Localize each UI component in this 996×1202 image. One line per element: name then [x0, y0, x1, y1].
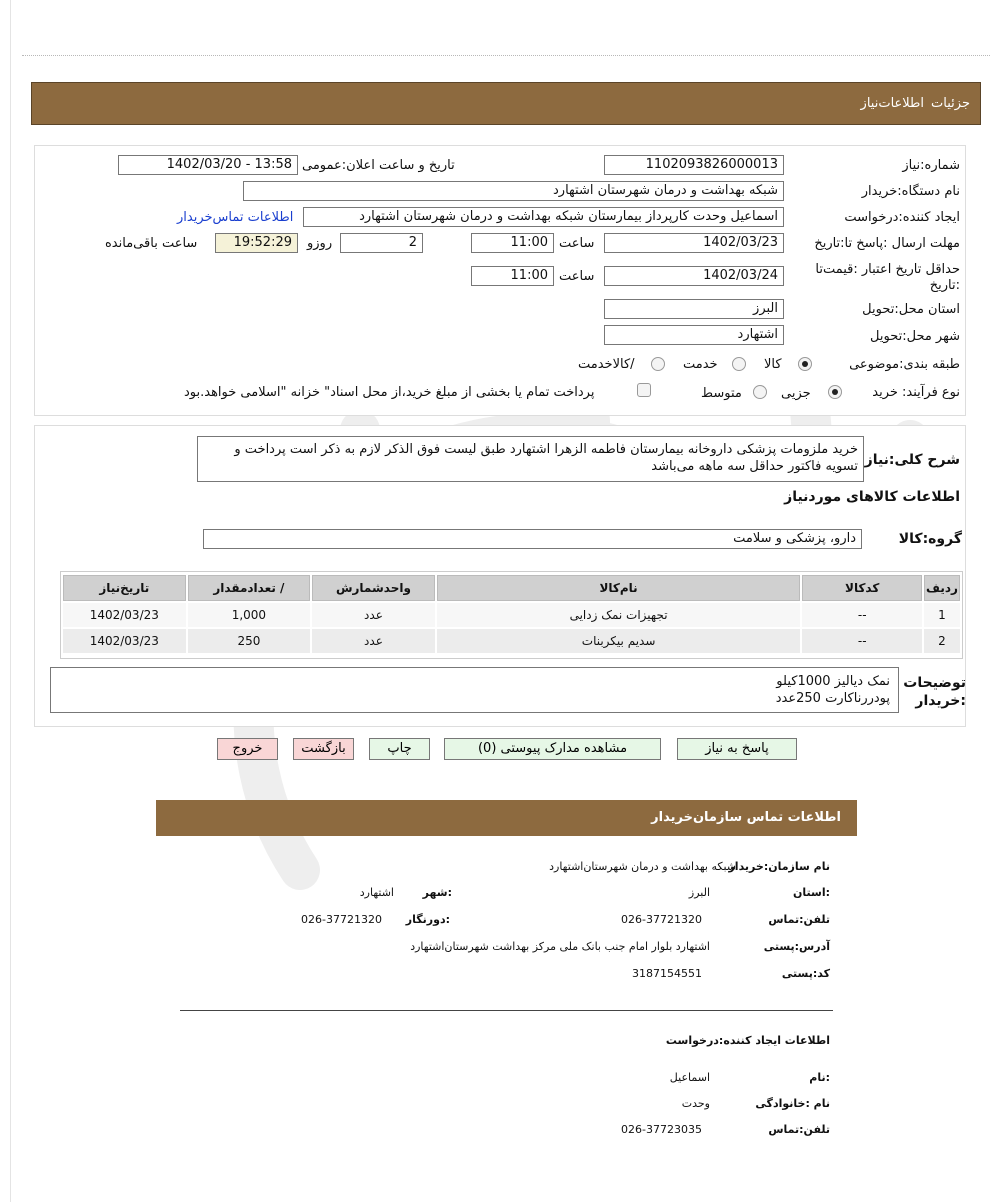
category-label: طبقه بندی:موضوعی [849, 357, 960, 372]
table-header-row [63, 575, 960, 601]
delivery-city-label: شهر محل:تحویل [870, 329, 960, 344]
remaining-time-field: 19:52:29 [215, 233, 298, 253]
goods-code: -- [802, 603, 922, 627]
contact-city-label: :شهر [422, 886, 452, 899]
buyer-notes-label: توضیحات :خریدار [903, 675, 966, 709]
col-goods-code: کدکالا [802, 575, 922, 601]
announce-datetime-field: 1402/03/20 - 13:58 [118, 155, 298, 175]
col-need-date: تاریخ‌نیاز [63, 575, 186, 601]
announce-datetime-label: تاریخ و ساعت اعلان:عمومی [302, 158, 455, 173]
treasury-payment-checkbox[interactable] [637, 383, 651, 397]
need-number-label: شماره:نیاز [902, 158, 960, 173]
deadline-time-field: 11:00 [471, 233, 554, 253]
goods-info-title: اطلاعات کالاهای موردنیاز [784, 489, 960, 505]
row-number: 2 [924, 629, 960, 653]
category-goods-radio[interactable] [798, 357, 812, 371]
validity-date-field: 1402/03/24 [604, 266, 784, 286]
description-label: شرح کلی:نیاز [864, 452, 960, 468]
description-text: خرید ملزومات پزشکی داروخانه بیمارستان فاطمه الزهرا اشتهارد طبق لیست فوق الذکر لازم به ذکر است پرداخت و تسویه فاکتور حداقل سه ماهه می‌باشد [197, 436, 864, 482]
process-medium-radio[interactable] [753, 385, 767, 399]
requester-phone-label: تلفن:تماس [768, 1123, 830, 1136]
goods-group-label: گروه:کالا [898, 531, 962, 547]
tab-need-info[interactable]: اطلاعات‌نیاز [860, 96, 924, 111]
tab-details[interactable]: جزئیات [931, 96, 970, 111]
contact-phone-label: تلفن:تماس [768, 913, 830, 926]
buyer-contact-header [156, 800, 857, 836]
quantity: 1,000 [188, 603, 311, 627]
category-goods-label: کالا [764, 357, 782, 372]
need-date: 1402/03/23 [63, 629, 186, 653]
buyer-notes-line-1: نمک دیالیز 1000کیلو [776, 674, 890, 689]
contact-divider [180, 1010, 833, 1011]
process-type-label: نوع فرآیند: خرید [872, 385, 960, 400]
need-number-field: 1102093826000013 [604, 155, 784, 175]
process-partial-label: جزیی [781, 386, 811, 401]
contact-fax-value: 026-37721320 [301, 913, 382, 926]
contact-org-value: شبکه بهداشت و درمان شهرستان‌اشتهارد [549, 860, 736, 873]
reply-to-need-button[interactable]: پاسخ به نیاز [677, 738, 797, 760]
validity-label: حداقل تاریخ اعتبار :قیمت‌تا :تاریخ [815, 262, 960, 293]
items-table [61, 573, 962, 655]
top-dotted-separator [22, 55, 990, 56]
buyer-contact-title: اطلاعات تماس سازمان‌خریدار [651, 810, 841, 825]
buyer-notes-box [50, 667, 899, 713]
deadline-time-label: ساعت [559, 236, 595, 251]
buyer-contact-link[interactable]: اطلاعات تماس‌خریدار [177, 210, 294, 225]
col-row-number: ردیف [924, 575, 960, 601]
days-label: روزو [307, 236, 333, 251]
contact-address-value: اشتهارد بلوار امام جنب بانک ملی مرکز بهداشت شهرستان‌اشتهارد [410, 940, 710, 953]
requester-phone-value: 026-37723035 [621, 1123, 702, 1136]
validity-time-field: 11:00 [471, 266, 554, 286]
contact-postal-value: 3187154551 [632, 967, 702, 980]
treasury-payment-note: پرداخت تمام یا بخشی از مبلغ خرید،از محل اسناد" خزانه "اسلامی خواهد.بود [184, 385, 595, 400]
requester-family-value: وحدت [681, 1097, 710, 1110]
delivery-province-label: استان محل:تحویل [862, 302, 960, 317]
buyer-notes-line-2: پودررناکارت 250عدد [775, 691, 890, 706]
unit: عدد [312, 629, 435, 653]
col-goods-name: نام‌کالا [437, 575, 801, 601]
contact-fax-label: :دورنگار [405, 913, 450, 926]
contact-phone-value: 026-37721320 [621, 913, 702, 926]
view-attachments-button[interactable]: مشاهده مدارک پیوستی (0) [444, 738, 661, 760]
requester-family-label: نام :خانوادگی [755, 1097, 830, 1110]
table-row [63, 603, 960, 627]
need-date: 1402/03/23 [63, 603, 186, 627]
requester-title: اطلاعات ایجاد کننده:درخواست [665, 1034, 830, 1047]
contact-city-value: اشتهارد [359, 886, 394, 899]
contact-province-value: البرز [688, 886, 710, 899]
creator-label: ایجاد کننده:درخواست [844, 210, 960, 225]
quantity: 250 [188, 629, 311, 653]
remaining-time-label: ساعت باقی‌مانده [105, 236, 198, 251]
contact-postal-label: کد:پستی [781, 967, 830, 980]
table-row [63, 629, 960, 653]
details-header-bar [31, 82, 981, 125]
goods-code: -- [802, 629, 922, 653]
requester-name-value: اسماعیل [669, 1071, 710, 1084]
unit: عدد [312, 603, 435, 627]
category-service-label: خدمت [683, 357, 718, 372]
category-service-radio[interactable] [732, 357, 746, 371]
goods-group-field: دارو، پزشکی و سلامت [203, 529, 862, 549]
category-both-label: /کالاخدمت [578, 357, 635, 372]
process-medium-label: متوسط [701, 386, 742, 401]
back-button[interactable]: بازگشت [293, 738, 354, 760]
deadline-date-field: 1402/03/23 [604, 233, 784, 253]
contact-org-label: نام سازمان:خریدار [728, 860, 830, 873]
creator-field: اسماعیل وحدت کارپرداز بیمارستان شبکه بهداشت و درمان شهرستان اشتهارد [303, 207, 784, 227]
contact-address-label: آدرس:پستی [763, 940, 830, 953]
deadline-label: مهلت ارسال :پاسخ تا:تاریخ [814, 236, 960, 251]
buyer-org-label: نام دستگاه:خریدار [861, 184, 960, 199]
col-unit: واحدشمارش [312, 575, 435, 601]
buyer-org-field: شبکه بهداشت و درمان شهرستان اشتهارد [243, 181, 784, 201]
col-quantity: / تعداد‌مقدار [188, 575, 311, 601]
days-remaining-field: 2 [340, 233, 423, 253]
process-partial-radio[interactable] [828, 385, 842, 399]
delivery-province-field: البرز [604, 299, 784, 319]
exit-button[interactable]: خروج [217, 738, 278, 760]
requester-name-label: :نام [809, 1071, 830, 1084]
left-guide-line [10, 0, 11, 1202]
delivery-city-field: اشتهارد [604, 325, 784, 345]
row-number: 1 [924, 603, 960, 627]
goods-name: سدیم بیکربنات [437, 629, 801, 653]
validity-time-label: ساعت [559, 269, 595, 284]
print-button[interactable]: چاپ [369, 738, 430, 760]
goods-name: تجهیزات نمک زدایی [437, 603, 801, 627]
category-both-radio[interactable] [651, 357, 665, 371]
contact-province-label: :استان [793, 886, 830, 899]
